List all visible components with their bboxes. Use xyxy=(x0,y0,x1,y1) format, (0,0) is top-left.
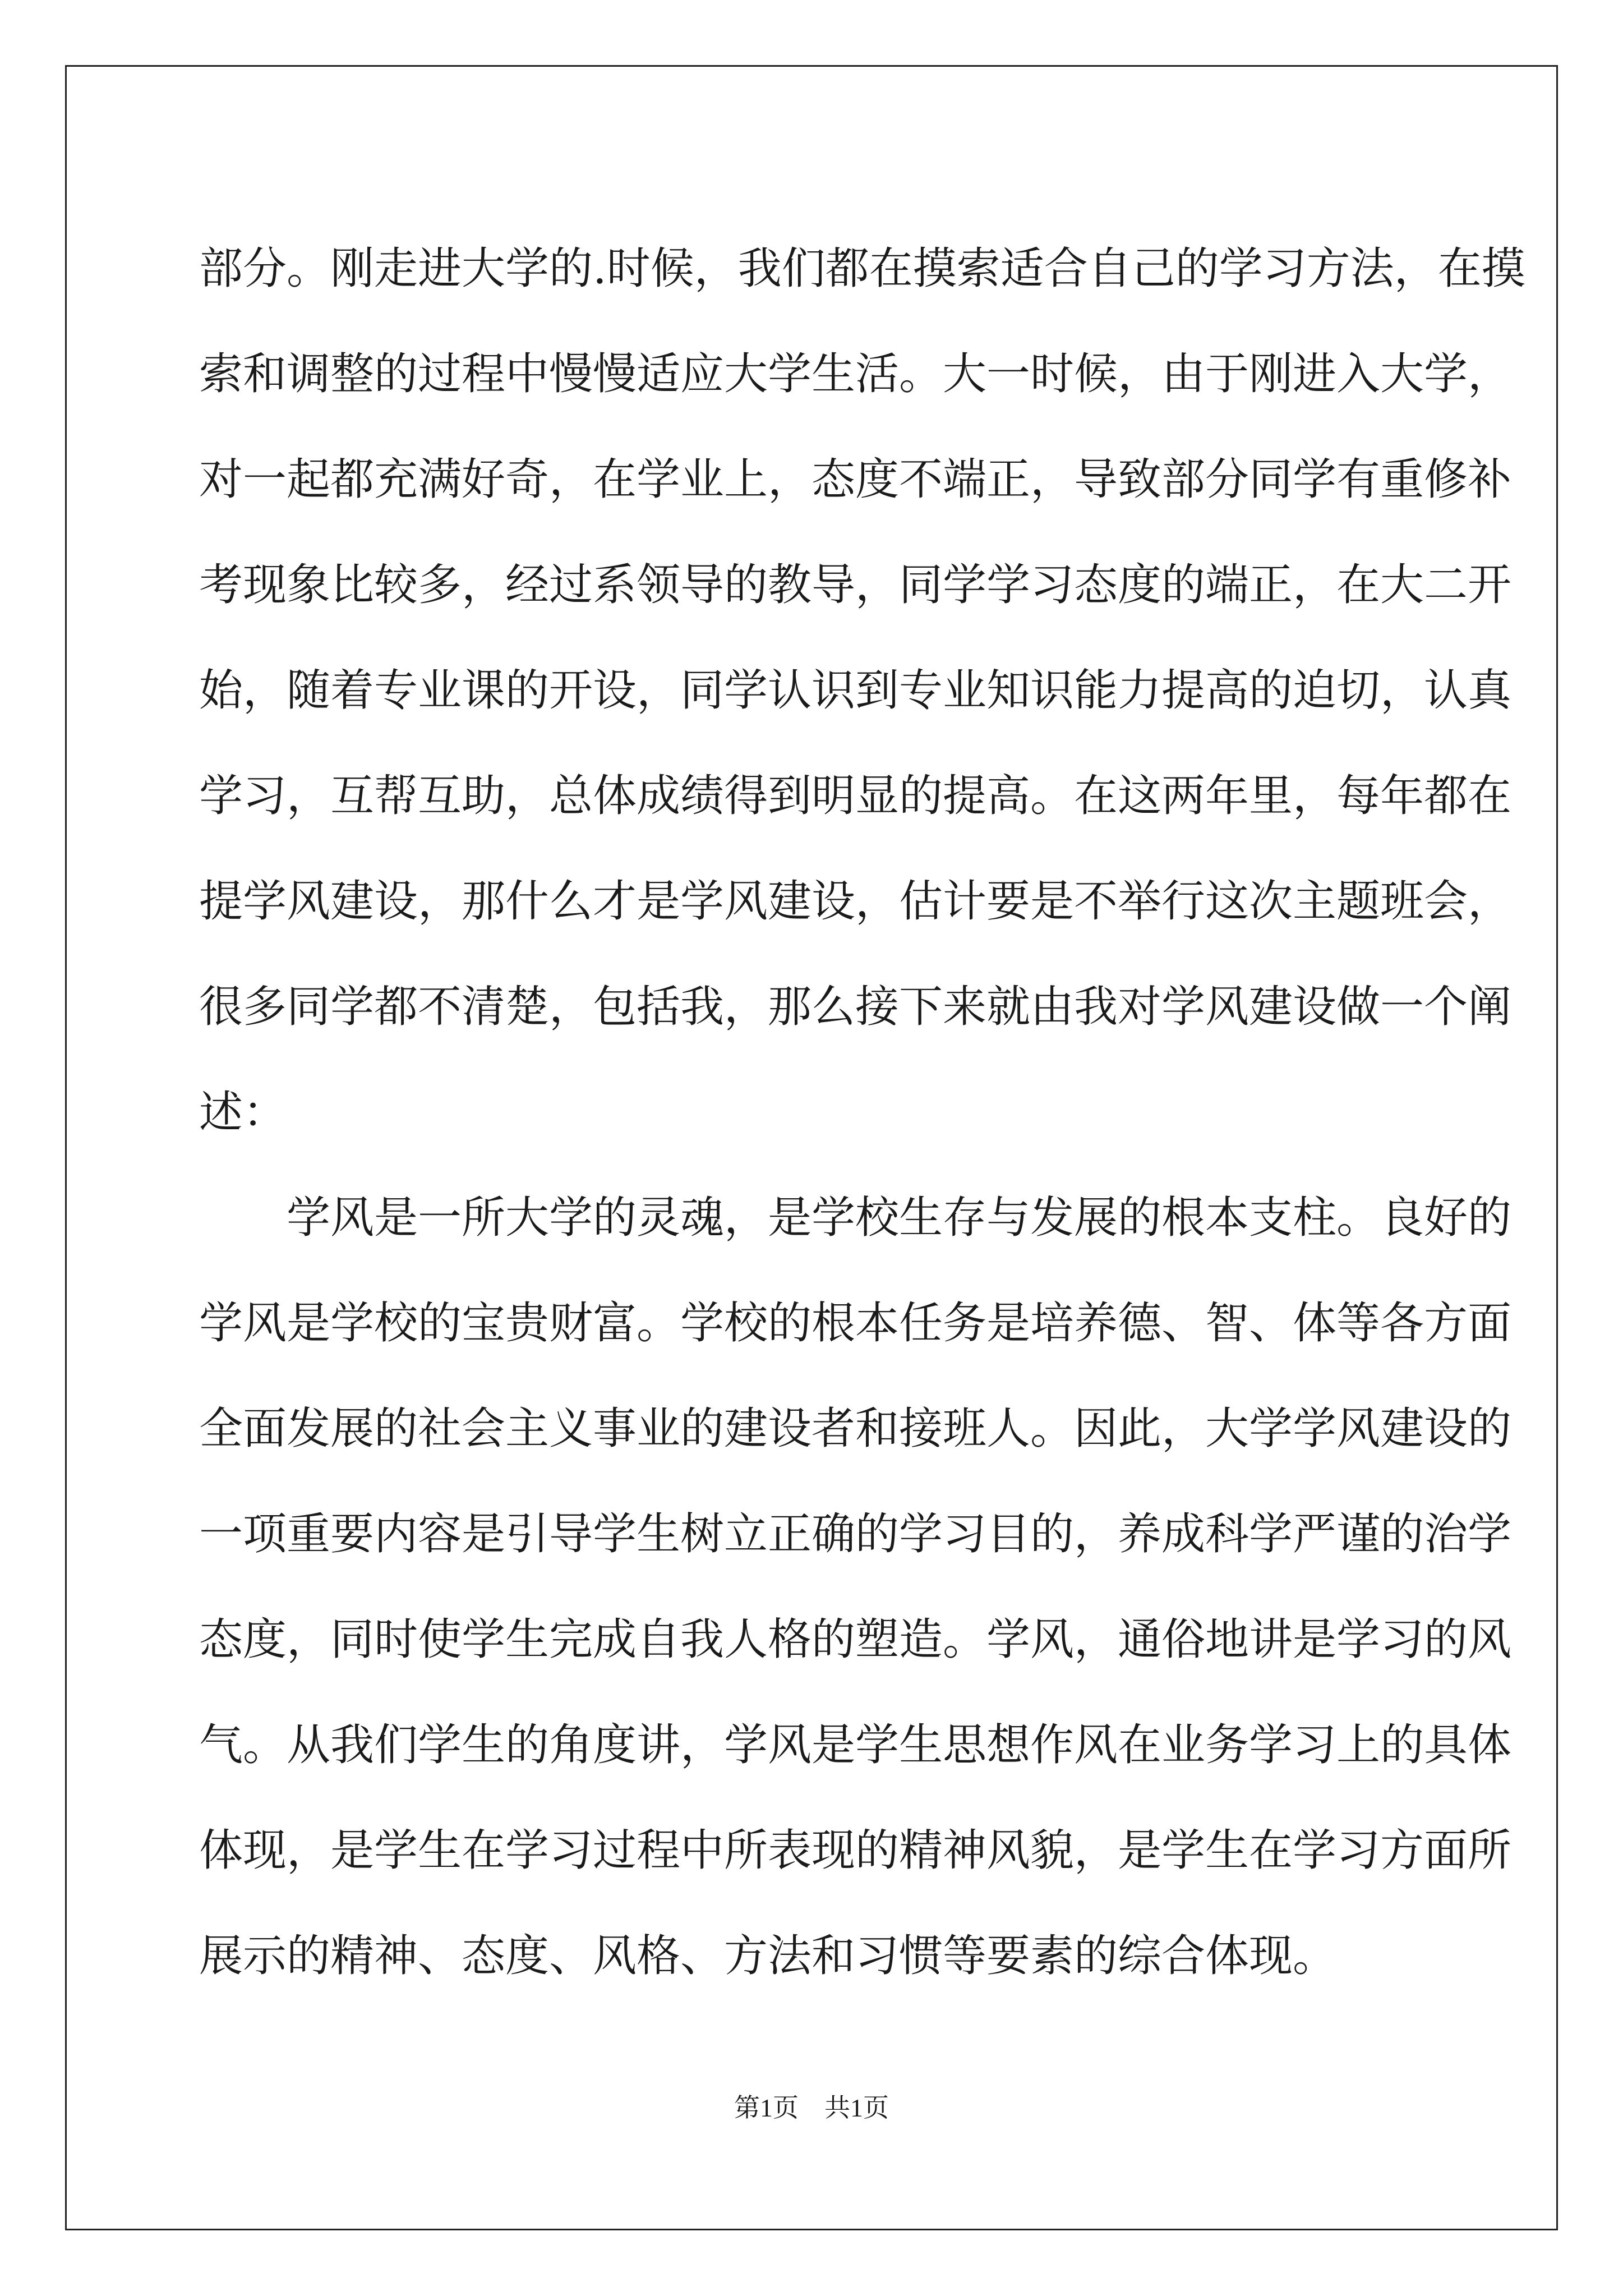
page-number-footer: 第1页 共1页 xyxy=(734,2093,889,2122)
text-line: 展示的精神、态度、风格、方法和习惯等要素的综合体现。 xyxy=(199,1931,1337,1981)
document-body xyxy=(199,216,1525,2009)
text-line: 学风是一所大学的灵魂，是学校生存与发展的根本支柱。良好的 xyxy=(287,1193,1512,1243)
text-line: 考现象比较多，经过系领导的教导，同学学习态度的端正，在大二开 xyxy=(199,560,1512,610)
text-line: 学风是学校的宝贵财富。学校的根本任务是培养德、智、体等各方面 xyxy=(199,1298,1512,1349)
text-line: 始，随着专业课的开设，同学认识到专业知识能力提高的迫切，认真 xyxy=(199,665,1512,716)
text-line: 索和调整的过程中慢慢适应大学生活。大一时候，由于刚进入大学， xyxy=(199,349,1512,399)
text-line: 气。从我们学生的角度讲，学风是学生思想作风在业务学习上的具体 xyxy=(199,1720,1512,1770)
text-line: 全面发展的社会主义事业的建设者和接班人。因此，大学学风建设的 xyxy=(199,1404,1512,1454)
text-line: 部分。刚走进大学的.时候，我们都在摸索适合自己的学习方法，在摸 xyxy=(199,243,1525,294)
text-line: 态度，同时使学生完成自我人格的塑造。学风，通俗地讲是学习的风 xyxy=(199,1614,1512,1665)
text-line: 学习，互帮互助，总体成绩得到明显的提高。在这两年里，每年都在 xyxy=(199,771,1512,821)
text-line: 很多同学都不清楚，包括我，那么接下来就由我对学风建设做一个阐 xyxy=(199,982,1512,1032)
paragraph-1 xyxy=(199,216,1525,1165)
text-line: 体现，是学生在学习过程中所表现的精神风貌，是学生在学习方面所 xyxy=(199,1825,1512,1876)
text-line: 提学风建设，那什么才是学风建设，估计要是不举行这次主题班会， xyxy=(199,876,1512,927)
text-line: 对一起都充满好奇，在学业上，态度不端正，导致部分同学有重修补 xyxy=(199,454,1512,505)
text-line: 一项重要内容是引导学生树立正确的学习目的，养成科学严谨的治学 xyxy=(199,1509,1512,1559)
paragraph-2 xyxy=(199,1165,1512,2009)
text-line: 述： xyxy=(199,1087,287,1138)
